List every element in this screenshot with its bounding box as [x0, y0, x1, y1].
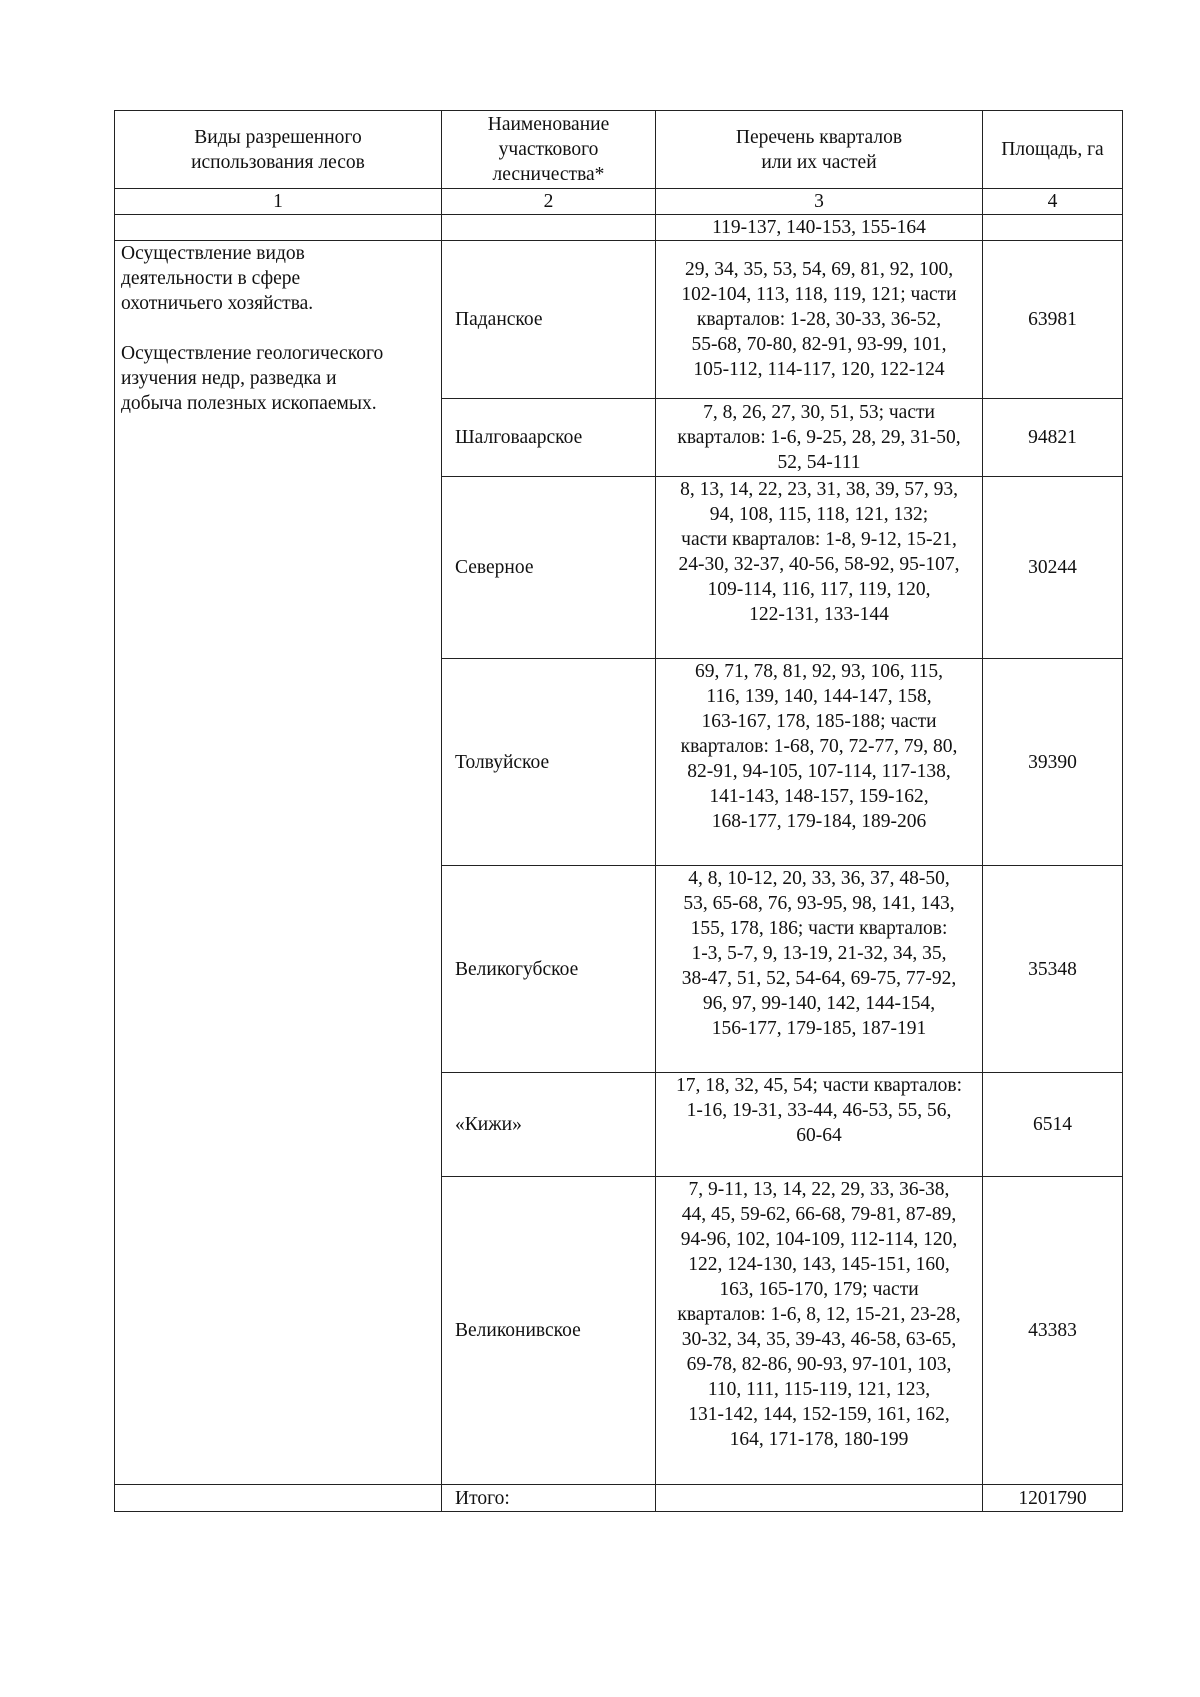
quarters-line: 131-142, 144, 152-159, 161, 162, — [688, 1404, 950, 1425]
area-cell: 39390 — [983, 659, 1123, 866]
quarters-line: 52, 54-111 — [777, 452, 861, 473]
area-cell: 94821 — [983, 399, 1123, 477]
quarters-line: кварталов: 1-6, 8, 12, 15-21, 23-28, — [677, 1304, 961, 1325]
area-cell: 6514 — [983, 1073, 1123, 1177]
forest-use-table — [114, 110, 1123, 1512]
quarters-line: 7, 8, 26, 27, 30, 51, 53; части — [703, 402, 935, 423]
empty-cell — [442, 215, 656, 241]
forestry-name: Северное — [442, 477, 656, 659]
area-cell: 35348 — [983, 866, 1123, 1073]
column-number: 1 — [115, 189, 442, 215]
quarters-line: 44, 45, 59-62, 66-68, 79-81, 87-89, — [681, 1204, 957, 1225]
quarters-cell — [656, 659, 983, 866]
quarters-line: кварталов: 1-68, 70, 72-77, 79, 80, — [680, 736, 958, 757]
use-types-cell — [115, 241, 442, 1485]
empty-cell — [115, 1485, 442, 1512]
empty-cell — [115, 215, 442, 241]
column-number: 2 — [442, 189, 656, 215]
use-type-text: охотничьего хозяйства. — [121, 293, 314, 314]
quarters-line: 168-177, 179-184, 189-206 — [711, 811, 927, 832]
quarters-line: 94-96, 102, 104-109, 112-114, 120, — [680, 1229, 958, 1250]
use-type-text: добыча полезных ископаемых. — [121, 393, 377, 414]
table-row — [115, 241, 1123, 399]
column-number: 4 — [983, 189, 1123, 215]
total-row — [115, 1485, 1123, 1512]
quarters-line: 24-30, 32-37, 40-56, 58-92, 95-107, — [678, 554, 960, 575]
header-text: Наименование — [487, 114, 610, 135]
header-use-types — [115, 111, 442, 189]
column-number-row — [115, 189, 1123, 215]
header-text: участкового — [498, 139, 599, 160]
quarters-cell — [656, 1177, 983, 1485]
quarters-line: 53, 65-68, 76, 93-95, 98, 141, 143, — [683, 893, 955, 914]
quarters-line: 164, 171-178, 180-199 — [729, 1429, 909, 1450]
quarters-line: 163, 165-170, 179; части — [719, 1279, 919, 1300]
quarters-cell — [656, 241, 983, 399]
quarters-line: 156-177, 179-185, 187-191 — [711, 1018, 927, 1039]
quarters-line: 1-16, 19-31, 33-44, 46-53, 55, 56, — [686, 1100, 952, 1121]
quarters-line: 116, 139, 140, 144-147, 158, — [706, 686, 932, 707]
quarters-line: 155, 178, 186; части кварталов: — [690, 918, 948, 939]
continuation-row — [115, 215, 1123, 241]
empty-cell — [656, 1485, 983, 1512]
quarters-cell: 119-137, 140-153, 155-164 — [656, 215, 983, 241]
quarters-line: 55-68, 70-80, 82-91, 93-99, 101, — [691, 334, 947, 355]
empty-cell — [983, 215, 1123, 241]
quarters-line: 94, 108, 115, 118, 121, 132; — [709, 504, 929, 525]
quarters-line: 17, 18, 32, 45, 54; части кварталов: — [675, 1075, 962, 1096]
forestry-name: Великогубское — [442, 866, 656, 1073]
forestry-name: Толвуйское — [442, 659, 656, 866]
total-label: Итого: — [442, 1485, 656, 1512]
quarters-line: кварталов: 1-6, 9-25, 28, 29, 31-50, — [677, 427, 961, 448]
header-text: или их частей — [761, 151, 877, 173]
header-text: лесничества* — [492, 164, 605, 185]
header-forestry-name — [442, 111, 656, 189]
quarters-line: части кварталов: 1-8, 9-12, 15-21, — [681, 529, 957, 550]
quarters-line: 29, 34, 35, 53, 54, 69, 81, 92, 100, — [684, 259, 954, 280]
quarters-line: 141-143, 148-157, 159-162, — [709, 786, 929, 807]
use-type-text: Осуществление видов — [121, 243, 305, 264]
header-text: использования лесов — [191, 151, 365, 173]
total-area: 1201790 — [983, 1485, 1123, 1512]
quarters-line: 4, 8, 10-12, 20, 33, 36, 37, 48-50, — [688, 868, 950, 889]
quarters-cell — [656, 866, 983, 1073]
spacer — [121, 316, 438, 341]
header-text: Виды разрешенного — [194, 126, 362, 148]
quarters-line: 38-47, 51, 52, 54-64, 69-75, 77-92, — [681, 968, 957, 989]
quarters-line: 8, 13, 14, 22, 23, 31, 38, 39, 57, 93, — [680, 479, 958, 500]
quarters-line: 60-64 — [796, 1125, 842, 1146]
use-type-text: изучения недр, разведка и — [121, 368, 337, 389]
area-cell: 63981 — [983, 241, 1123, 399]
quarters-line: 1-3, 5-7, 9, 13-19, 21-32, 34, 35, — [691, 943, 947, 964]
area-cell: 30244 — [983, 477, 1123, 659]
quarters-cell — [656, 399, 983, 477]
quarters-line: 82-91, 94-105, 107-114, 117-138, — [687, 761, 951, 782]
quarters-line: 69-78, 82-86, 90-93, 97-101, 103, — [686, 1354, 952, 1375]
quarters-line: 122-131, 133-144 — [749, 604, 889, 625]
header-area: Площадь, га — [983, 111, 1123, 189]
quarters-line: кварталов: 1-28, 30-33, 36-52, — [696, 309, 942, 330]
quarters-line: 30-32, 34, 35, 39-43, 46-58, 63-65, — [681, 1329, 957, 1350]
header-text: Перечень кварталов — [735, 126, 903, 148]
header-row — [115, 111, 1123, 189]
quarters-line: 163-167, 178, 185-188; части — [701, 711, 937, 732]
forestry-name: Великонивское — [442, 1177, 656, 1485]
quarters-line: 96, 97, 99-140, 142, 144-154, — [702, 993, 936, 1014]
quarters-line: 109-114, 116, 117, 119, 120, — [707, 579, 931, 600]
forestry-name: Паданское — [442, 241, 656, 399]
quarters-line: 122, 124-130, 143, 145-151, 160, — [688, 1254, 950, 1275]
forestry-name: Шалговаарское — [442, 399, 656, 477]
header-quarters — [656, 111, 983, 189]
quarters-cell — [656, 477, 983, 659]
quarters-cell — [656, 1073, 983, 1177]
column-number: 3 — [656, 189, 983, 215]
quarters-line: 110, 111, 115-119, 121, 123, — [707, 1379, 931, 1400]
quarters-line: 7, 9-11, 13, 14, 22, 29, 33, 36-38, — [688, 1179, 950, 1200]
quarters-line: 102-104, 113, 118, 119, 121; части — [681, 284, 957, 305]
quarters-line: 69, 71, 78, 81, 92, 93, 106, 115, — [695, 661, 943, 682]
quarters-line: 105-112, 114-117, 120, 122-124 — [693, 359, 945, 380]
forestry-name: «Кижи» — [442, 1073, 656, 1177]
use-type-text: деятельности в сфере — [121, 268, 301, 289]
area-cell: 43383 — [983, 1177, 1123, 1485]
use-type-text: Осуществление геологического — [121, 343, 384, 364]
